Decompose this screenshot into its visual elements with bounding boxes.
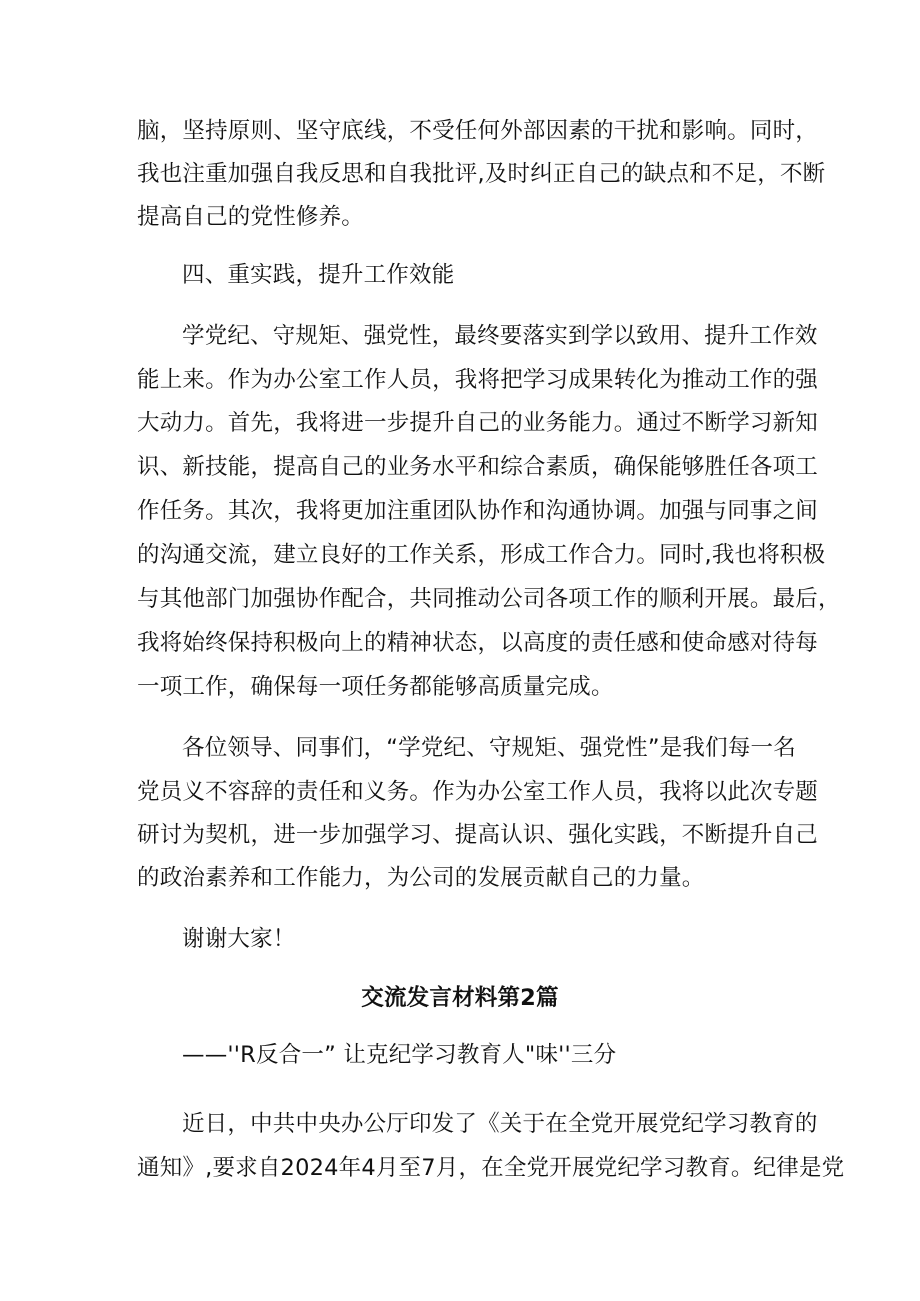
paragraph-line: 研讨为契机，进一步加强学习、提高认识、强化实践，不断提升自己 <box>137 822 819 848</box>
paragraph-line: 与其他部门加强协作配合，共同推动公司各项工作的顺利开展。最后， <box>137 586 841 612</box>
paragraph-line: 的沟通交流，建立良好的工作关系，形成工作合力。同时,我也将积极 <box>137 542 826 568</box>
paragraph-line: 作任务。其次，我将更加注重团队协作和沟通协调。加强与同事之间 <box>137 498 819 524</box>
paragraph-line: 脑，坚持原则、坚守底线，不受任何外部因素的干扰和影响。同时， <box>137 118 819 144</box>
paragraph-line: 通知》,要求自2024年4月至7月，在全党开展党纪学习教育。纪律是党 <box>137 1155 845 1181</box>
paragraph-line: 各位领导、同事们，“学党纪、守规矩、强党性”是我们每一名 <box>182 735 796 761</box>
paragraph-line: 我将始终保持积极向上的精神状态，以高度的责任感和使命感对待每 <box>137 630 819 656</box>
section-title: 交流发言材料第2篇 <box>361 985 559 1011</box>
paragraph-line: 能上来。作为办公室工作人员，我将把学习成果转化为推动工作的强 <box>137 367 819 393</box>
paragraph-line: 大动力。首先，我将进一步提升自己的业务能力。通过不断学习新知 <box>137 410 819 436</box>
paragraph-line: 的政治素养和工作能力，为公司的发展贡献自己的力量。 <box>137 865 705 891</box>
paragraph-line: 近日，中共中央办公厅印发了《关于在全党开展党纪学习教育的 <box>182 1111 818 1137</box>
paragraph-line: 识、新技能，提高自己的业务水平和综合素质，确保能够胜任各项工 <box>137 454 819 480</box>
paragraph-line: 学党纪、守规矩、强党性，最终要落实到学以致用、提升工作效 <box>182 323 818 349</box>
paragraph-line: 党员义不容辞的责任和义务。作为办公室工作人员，我将以此次专题 <box>137 779 819 805</box>
closing-line: 谢谢大家！ <box>182 926 296 952</box>
section-heading: 四、重实践，提升工作效能 <box>182 262 455 288</box>
paragraph-line: 我也注重加强自我反思和自我批评,及时纠正自己的缺点和不足，不断 <box>137 161 826 187</box>
paragraph-line: 一项工作，确保每一项任务都能够高质量完成。 <box>137 674 614 700</box>
subtitle: ——''R反合一” 让克纪学习教育人"味''三分 <box>182 1042 617 1068</box>
paragraph-line: 提高自己的党性修养。 <box>137 204 365 230</box>
